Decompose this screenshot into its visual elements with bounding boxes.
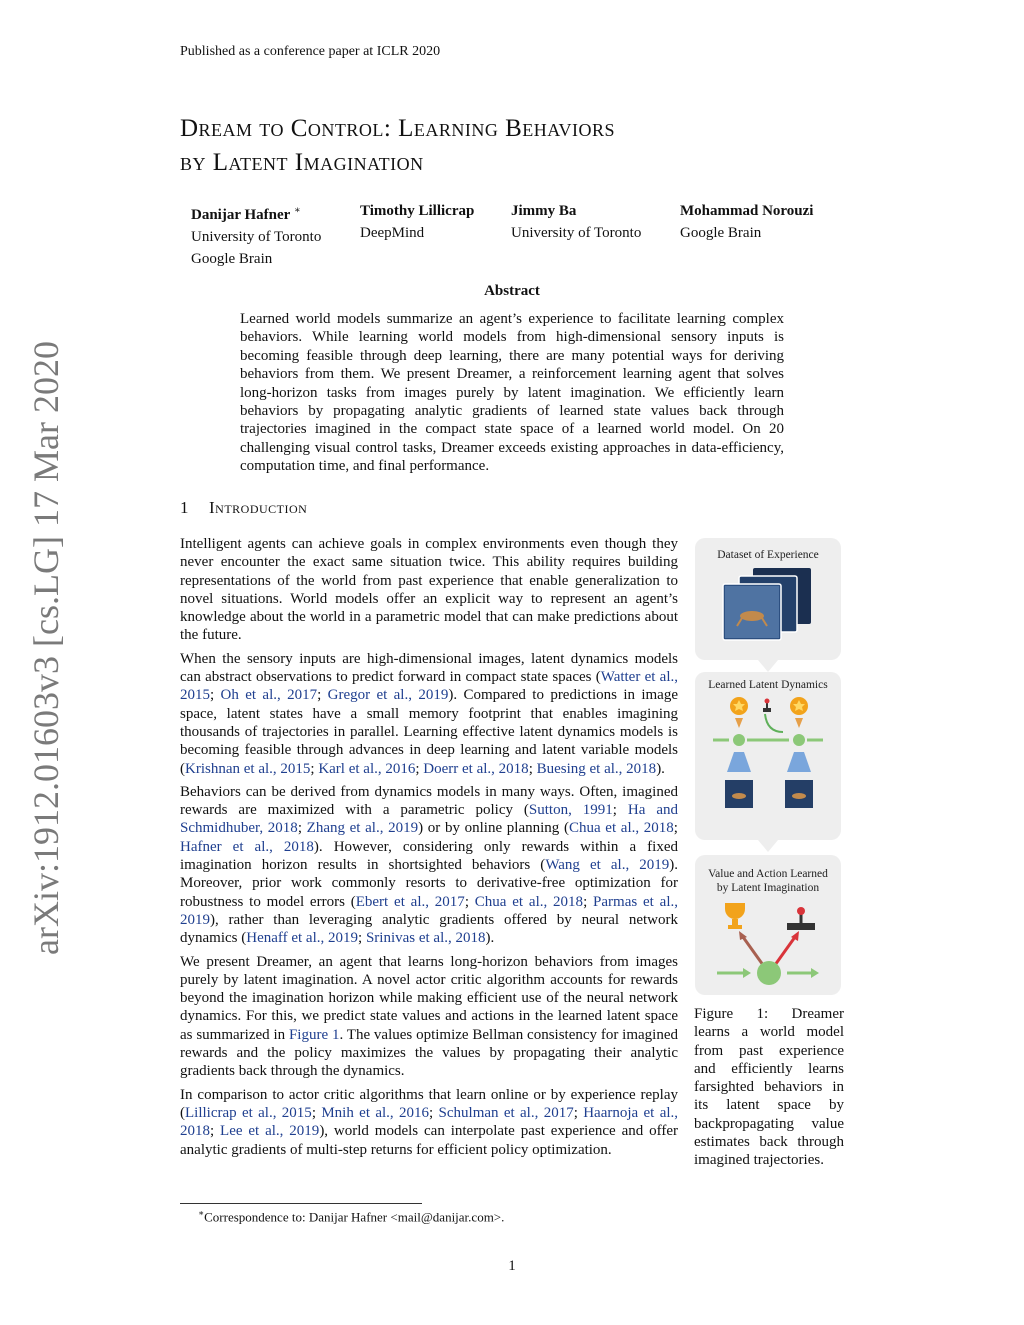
panel-learned-latent-dynamics [695, 672, 841, 840]
body-column [180, 535, 678, 1164]
title-line-1: Dream to Control: Learning Behaviors [180, 115, 615, 142]
encoder-trapezoid [787, 752, 811, 772]
value-arrow [743, 937, 763, 965]
author-affiliation: Google Brain [191, 251, 273, 267]
encoder-trapezoid [727, 752, 751, 772]
citation-link[interactable]: Karl et al., 2016 [318, 760, 416, 777]
latent-state-node [757, 961, 781, 985]
author-1 [191, 200, 321, 270]
page-number: 1 [508, 1258, 516, 1274]
panel-value-and-action [695, 855, 841, 995]
citation-link[interactable]: Buesing et al., 2018 [536, 760, 657, 777]
footnote-mark: ∗ [198, 1208, 205, 1218]
author-name: Mohammad Norouzi [680, 203, 814, 219]
latent-state-node [733, 734, 745, 746]
footnote-divider [180, 1203, 422, 1204]
citation-link[interactable]: Watter et al., 2015 [180, 669, 678, 704]
figure-1 [695, 535, 843, 995]
latent-dynamics-diagram [695, 672, 841, 840]
paragraph: In comparison to actor critic algorithms that learn online or by experience replay (Lillicrap et al., 2015; Mnih et al., 2016; Schulman et al., 2017; Haarnoja et al., 2018; Lee et al., 2019), world models can interpolate past experience and offer analytic gradients of multi-step returns for efficient policy optimization. [180, 1086, 679, 1158]
trophy-icon [725, 903, 745, 919]
author-affiliation: University of Toronto [511, 225, 642, 241]
latent-state-node [793, 734, 805, 746]
citation-link[interactable]: Oh et al., 2017 [220, 687, 318, 704]
author-3 [511, 200, 641, 244]
action-arrow [775, 937, 795, 965]
citation-link[interactable]: Gregor et al., 2019 [327, 687, 449, 704]
author-name: Jimmy Ba [511, 203, 577, 219]
joystick-icon [787, 923, 815, 930]
section-heading [180, 498, 307, 518]
abstract-heading: Abstract [484, 283, 540, 299]
figure-reference-link[interactable]: Figure 1 [288, 1026, 340, 1043]
citation-link[interactable]: Sutton, 1991 [528, 802, 613, 819]
citation-link[interactable]: Schulman et al., 2017 [438, 1104, 574, 1121]
author-affiliation: DeepMind [360, 225, 425, 241]
citation-link[interactable]: Henaff et al., 2019 [246, 930, 359, 947]
citation-link[interactable]: Parmas et al., 2019 [180, 893, 678, 928]
panel-title: Dataset of Experience [717, 549, 819, 561]
citation-link[interactable]: Chua et al., 2018 [568, 820, 674, 837]
running-header: Published as a conference paper at ICLR 2020 [180, 44, 441, 59]
author-2 [360, 200, 474, 244]
author-name: Timothy Lillicrap [360, 203, 475, 219]
agent-icon [740, 611, 764, 621]
author-affiliation: Google Brain [680, 225, 762, 241]
actor-critic-diagram [695, 855, 841, 995]
author-4 [680, 200, 813, 244]
joystick-icon [763, 708, 771, 712]
figure-caption: Figure 1: Dreamer learns a world model from past experience and efficiently learns farsighted behaviors in its latent space by backpropagating value estimates back through imagined trajectories. [694, 1006, 844, 1169]
paragraph: Intelligent agents can achieve goals in complex environments even though they never encounter the exact same situation twice. This ability requires building representations of the world from past experience that enable generalization to novel situations. World models offer an explicit way to represent an agent’s knowledge about the world in a parametric model that can make predictions about the future. [180, 536, 678, 644]
citation-link[interactable]: Wang et al., 2019 [545, 857, 670, 874]
paragraph: When the sensory inputs are high-dimensional images, latent dynamics models can abstract observations to predict forward in compact state spaces (Watter et al., 2015; Oh et al., 2017; Gregor et al., 2019). Compared to predictions in image space, latent states have a small memory footprint that enables imagining thousands of trajectories in parallel. Learning effective latent dynamics models is becoming feasible through advances in deep learning and latent variable models (Krishnan et al., 2015; Karl et al., 2016; Doerr et al., 2018; Buesing et al., 2018). [180, 650, 678, 777]
footnote-mark: ∗ [294, 205, 301, 216]
footnote-text: Correspondence to: Danijar Hafner <mail@danijar.com>. [204, 1209, 505, 1225]
section-number: 1 [180, 498, 189, 517]
citation-link[interactable]: Krishnan et al., 2015 [185, 760, 311, 777]
paper-title [180, 112, 615, 180]
panel-connector [695, 840, 841, 856]
citation-link[interactable]: Srinivas et al., 2018 [365, 930, 486, 947]
citation-link[interactable]: Lillicrap et al., 2015 [185, 1104, 312, 1121]
action-arrow [765, 714, 783, 732]
paragraph: We present Dreamer, an agent that learns long-horizon behaviors from images purely by latent imagination. A novel actor critic algorithm accounts for rewards beyond the imagination horizon while making efficient use of the neural network dynamics. For this, we predict state values and actions in the learned latent space as summarized in Figure 1. The values optimize Bellman consistency for imagined rewards and the policy maximizes the values by propagating their analytic gradients back through the dynamics. [180, 953, 678, 1080]
citation-link[interactable]: Ebert et al., 2017 [355, 893, 465, 910]
citation-link[interactable]: Mnih et al., 2016 [321, 1104, 430, 1121]
section-title: Introduction [209, 498, 308, 517]
citation-link[interactable]: Haarnoja et al., 2018 [180, 1104, 679, 1140]
citation-link[interactable]: Ha and Schmidhuber, 2018 [180, 802, 678, 837]
citation-link[interactable]: Chua et al., 2018 [474, 893, 584, 910]
title-line-2: by Latent Imagination [180, 149, 424, 176]
abstract-text: Learned world models summarize an agent’s experience to facilitate learning complex behaviors. While learning world models from high-dimensional sensory inputs is becoming feasible through deep learning, there are many potential ways for deriving behaviors from them. We present Dreamer, a reinforcement learning agent that solves long-horizon tasks from images purely by latent imagination. We efficiently learn behaviors by propagating analytic gradients of learned state values back through trajectories imagined in the compact state space of a learned world model. On 20 challenging visual control tasks, Dreamer exceeds existing approaches in data-efficiency, computation time, and final performance. [240, 311, 784, 475]
citation-link[interactable]: Hafner et al., 2018 [180, 838, 314, 855]
citation-link[interactable]: Zhang et al., 2019 [306, 820, 419, 837]
experience-frames-illustration [695, 538, 841, 660]
arrow-down [735, 718, 743, 728]
footnote [198, 1208, 504, 1225]
arrow-down [795, 718, 803, 728]
author-name: Danijar Hafner [191, 207, 291, 223]
citation-link[interactable]: Doerr et al., 2018 [423, 760, 529, 777]
paragraph: Behaviors can be derived from dynamics models in many ways. Often, imagined rewards are maximized with a parametric policy (Sutton, 1991; Ha and Schmidhuber, 2018; Zhang et al., 2019) or by online planning (Chua et al., 2018; Hafner et al., 2018). However, considering only rewards within a fixed imagination horizon results in shortsighted behaviors (Wang et al., 2019). Moreover, prior work commonly resorts to derivative-free optimization for robustness to model errors (Ebert et al., 2017; Chua et al., 2018; Parmas et al., 2019), rather than leveraging analytic gradients offered by neural network dynamics (Henaff et al., 2019; Srinivas et al., 2018). [180, 783, 679, 947]
citation-link[interactable]: Lee et al., 2019 [220, 1123, 320, 1140]
author-affiliation: University of Toronto [191, 229, 322, 245]
panel-title: Value and Action Learned by Latent Imagination [708, 868, 828, 894]
panel-title: Learned Latent Dynamics [708, 679, 828, 691]
panel-dataset-of-experience [695, 538, 841, 660]
